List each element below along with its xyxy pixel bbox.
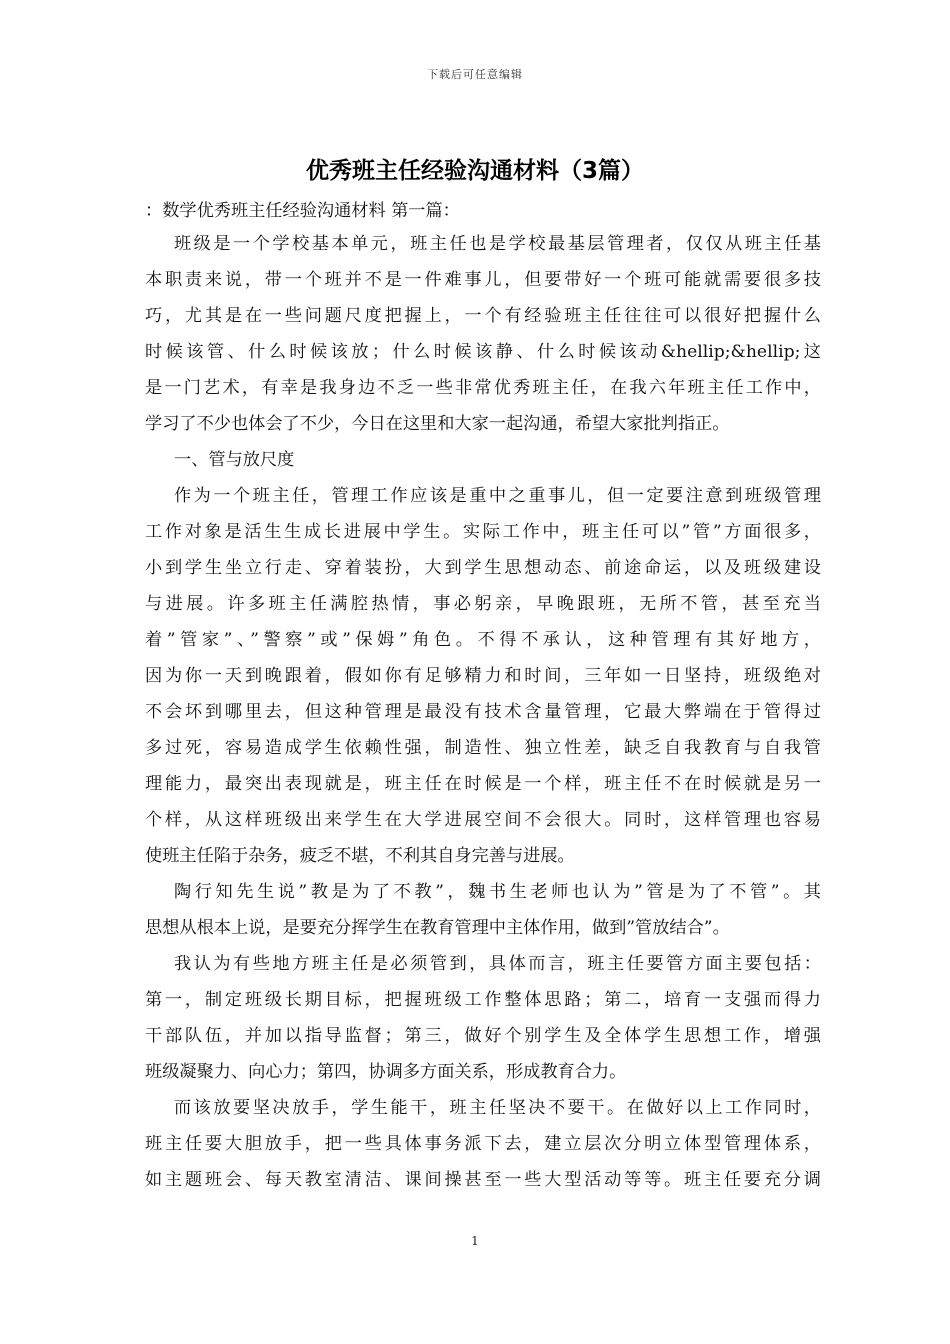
text-line: 工作对象是活生生成长进展中学生。实际工作中，班主任可以”管”方面很多， — [145, 522, 821, 542]
text-line: 班主任要大胆放手，把一些具体事务派下去，建立层次分明立体型管理体系， — [145, 1134, 821, 1154]
text-line: 理能力，最突出表现就是，班主任在时候是一个样，班主任不在时候就是另一 — [145, 774, 821, 794]
text-line: 我认为有些地方班主任是必须管到，具体而言，班主任要管方面主要包括： — [174, 954, 821, 974]
page-number: 1 — [471, 1234, 479, 1248]
document-body — [145, 196, 821, 1198]
text-line: 因为你一天到晚跟着，假如你有足够精力和时间，三年如一日坚持，班级绝对 — [145, 666, 821, 686]
text-line: 而该放要坚决放手，学生能干，班主任坚决不要干。在做好以上工作同时， — [174, 1098, 821, 1118]
text-line: 个样，从这样班级出来学生在大学进展空间不会很大。同时，这样管理也容易 — [145, 810, 821, 830]
text-line: 如主题班会、每天教室清洁、课间操甚至一些大型活动等等。班主任要充分调 — [145, 1170, 821, 1190]
text-line: 不会坏到哪里去，但这种管理是最没有技术含量管理，它最大弊端在于管得过 — [145, 702, 821, 722]
text-line: ：数学优秀班主任经验沟通材料 第一篇： — [145, 201, 460, 221]
text-line: 班级凝聚力、向心力；第四，协调多方面关系，形成教育合力。 — [145, 1062, 627, 1082]
text-line: 班级是一个学校基本单元，班主任也是学校最基层管理者，仅仅从班主任基 — [174, 234, 821, 254]
text-line: 着”管家”、”警察”或”保姆”角色。不得不承认，这种管理有其好地方， — [145, 630, 821, 650]
text-line: 作为一个班主任，管理工作应该是重中之重事儿，但一定要注意到班级管理 — [174, 486, 821, 506]
document-title: 优秀班主任经验沟通材料（3篇） — [305, 158, 644, 184]
text-line: 时候该管、什么时候该放；什么时候该静、什么时候该动&hellip;&hellip;这 — [145, 342, 821, 362]
text-line: 小到学生坐立行走、穿着装扮，大到学生思想动态、前途命运，以及班级建设 — [145, 558, 821, 578]
text-line: 本职责来说，带一个班并不是一件难事儿，但要带好一个班可能就需要很多技 — [145, 270, 821, 290]
text-line: 是一门艺术，有幸是我身边不乏一些非常优秀班主任，在我六年班主任工作中， — [145, 378, 821, 398]
text-line: 一、管与放尺度 — [174, 450, 295, 470]
text-line: 巧，尤其是在一些问题尺度把握上，一个有经验班主任往往可以很好把握什么 — [145, 306, 821, 326]
text-line: 学习了不少也体会了不少，今日在这里和大家一起沟通，希望大家批判指正。 — [145, 414, 730, 434]
text-line: 与进展。许多班主任满腔热情，事必躬亲，早晚跟班，无所不管，甚至充当 — [145, 594, 821, 614]
text-line: 第一，制定班级长期目标，把握班级工作整体思路；第二，培育一支强而得力 — [145, 990, 821, 1010]
page-header: 下载后可任意编辑 — [427, 68, 523, 81]
text-line: 多过死，容易造成学生依赖性强，制造性、独立性差，缺乏自我教育与自我管 — [145, 738, 821, 758]
text-line: 思想从根本上说，是要充分挥学生在教育管理中主体作用，做到”管放结合”。 — [145, 918, 730, 938]
text-line: 使班主任陷于杂务，疲乏不堪，不利其自身完善与进展。 — [145, 846, 575, 866]
text-line: 陶行知先生说”教是为了不教”，魏书生老师也认为”管是为了不管”。其 — [174, 882, 821, 902]
text-line: 干部队伍，并加以指导监督；第三，做好个别学生及全体学生思想工作，增强 — [145, 1026, 821, 1046]
